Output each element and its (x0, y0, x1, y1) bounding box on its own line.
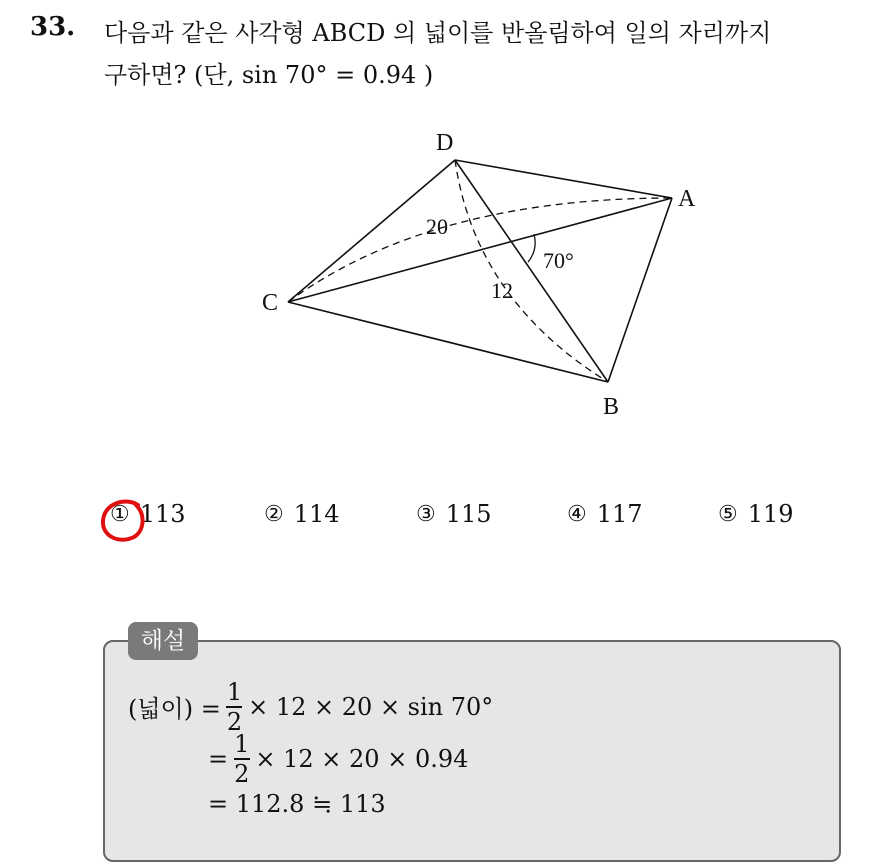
edge-bc (288, 302, 608, 382)
choice-5-value: 119 (747, 500, 794, 528)
selected-answer-circle (98, 497, 152, 547)
solution-line-2-rest: × 12 × 20 × 0.94 (255, 744, 469, 773)
fraction-1-numerator: 1 (226, 678, 243, 706)
question-text-line-1: 다음과 같은 사각형 ABCD 의 넓이를 반올림하여 일의 자리까지 (104, 19, 772, 47)
angle-label: 70° (543, 248, 574, 273)
vertex-label-d: D (436, 130, 454, 156)
solution-line-2-eq: = (208, 744, 229, 773)
solution-line-2 (208, 732, 468, 786)
choice-2-value: 114 (293, 500, 340, 528)
fraction-1-denominator: 2 (226, 707, 243, 736)
fraction-2 (232, 732, 251, 786)
diagonal-ac (288, 198, 672, 302)
choice-3[interactable] (416, 500, 492, 528)
vertex-label-c: C (262, 290, 279, 316)
question-text-line-2: 구하면? (단, sin 70° = 0.94 ) (104, 61, 434, 89)
vertex-label-a: A (678, 186, 696, 212)
choice-1-value: 113 (139, 500, 186, 528)
choice-5[interactable] (718, 500, 794, 528)
edge-da (455, 160, 672, 198)
choice-2[interactable] (264, 500, 340, 528)
solution-lhs: (넓이) = (128, 695, 221, 724)
fraction-2-numerator: 1 (234, 730, 250, 758)
edge-ab (608, 198, 672, 382)
vertex-label-b: B (603, 394, 620, 420)
diagonal-bd-length-label: 12 (491, 278, 513, 303)
choice-5-mark: ⑤ (718, 501, 738, 527)
quadrilateral-edges (288, 160, 672, 382)
solution-line-3: = 112.8 ≒ 113 (208, 790, 386, 818)
choice-4-mark: ④ (567, 501, 587, 527)
fraction-2-denominator: 2 (234, 759, 250, 788)
choice-2-mark: ② (264, 501, 284, 527)
choice-3-value: 115 (445, 500, 492, 528)
choice-3-mark: ③ (416, 501, 436, 527)
question-number: 33. (30, 12, 76, 42)
angle-arc (528, 234, 535, 262)
fraction-1 (225, 680, 244, 734)
measurement-arcs (288, 160, 672, 382)
choice-4-value: 117 (596, 500, 643, 528)
diagonal-ac-length-label: 20 (426, 214, 448, 239)
solution-line-1 (128, 680, 493, 734)
choice-1-mark: ① (110, 501, 130, 527)
solution-tag: 해설 (128, 622, 198, 660)
choice-4[interactable] (567, 500, 643, 528)
solution-line-1-rest: × 12 × 20 × sin 70° (248, 692, 494, 721)
